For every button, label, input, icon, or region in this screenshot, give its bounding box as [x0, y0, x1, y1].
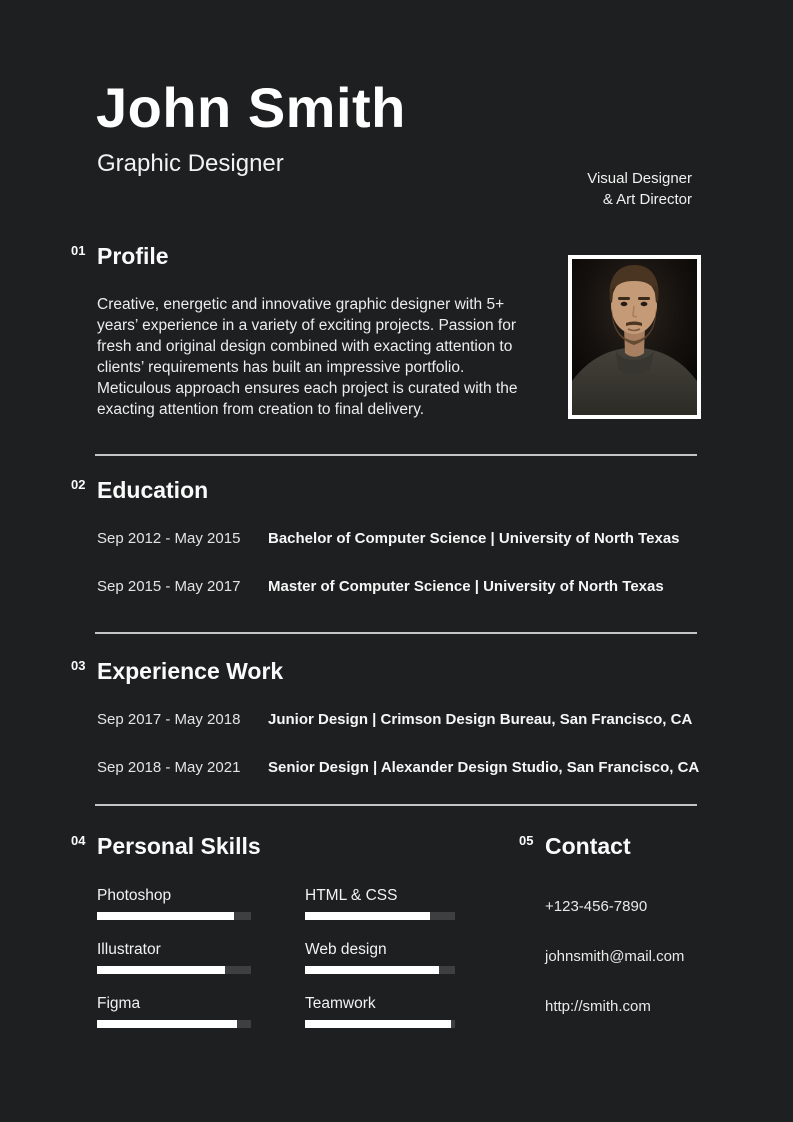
- skill-bar-fill: [97, 912, 234, 920]
- skill-bar-track: [97, 966, 251, 974]
- skill-bar-track: [305, 1020, 455, 1028]
- portrait-illustration: [572, 259, 697, 415]
- tagline: [587, 168, 692, 210]
- section-skills: [71, 833, 455, 1049]
- section-divider: [95, 632, 697, 634]
- education-title: Education: [97, 477, 209, 503]
- skill-bar-fill: [305, 1020, 451, 1028]
- skill-label: Teamwork: [305, 995, 376, 1012]
- education-detail: Master of Computer Science | University of North Texas: [268, 578, 664, 595]
- contact-phone: +123-456-7890: [545, 898, 648, 915]
- experience-detail: Junior Design | Crimson Design Bureau, San Francisco, CA: [268, 711, 693, 728]
- experience-row: [97, 759, 699, 776]
- experience-section-number: 03: [71, 658, 86, 673]
- person-name: John Smith: [96, 76, 406, 139]
- section-education: [71, 477, 680, 626]
- skills-section-number: 04: [71, 833, 86, 848]
- skill-bar-track: [305, 912, 455, 920]
- skill-label: Figma: [97, 995, 141, 1012]
- skill-bar-fill: [305, 912, 430, 920]
- section-contact: [519, 833, 685, 1048]
- skill-bar-track: [97, 1020, 251, 1028]
- contact-email: johnsmith@mail.com: [545, 948, 685, 965]
- education-detail: Bachelor of Computer Science | University of North Texas: [268, 530, 680, 547]
- education-section-number: 02: [71, 477, 86, 492]
- skill-item: [97, 941, 251, 974]
- experience-detail: Senior Design | Alexander Design Studio, San Francisco, CA: [268, 759, 700, 776]
- contact-title: Contact: [545, 833, 631, 859]
- experience-dates: Sep 2017 - May 2018: [97, 711, 241, 728]
- section-divider: [95, 454, 697, 456]
- tagline-line-1: Visual Designer: [587, 170, 692, 187]
- profile-text: Creative, energetic and innovative graphic designer with 5+ years’ experience in a variety of exciting projects. Passion for fresh and original design combined with exacting attention to clients’ requirements has built an impressive portfolio. Meticulous approach ensures each project is curated with the exacting attention from creation to final delivery.: [97, 296, 518, 418]
- experience-title: Experience Work: [97, 658, 284, 684]
- skill-bar-track: [305, 966, 455, 974]
- skill-item: [305, 887, 455, 920]
- education-heading: [71, 477, 680, 504]
- education-dates: Sep 2012 - May 2015: [97, 530, 241, 547]
- skill-label: Illustrator: [97, 941, 161, 958]
- section-experience: [71, 658, 700, 807]
- profile-photo: [568, 255, 701, 419]
- skill-label: HTML & CSS: [305, 887, 398, 904]
- skill-bar-fill: [97, 1020, 237, 1028]
- skill-item: [97, 995, 251, 1028]
- experience-row: [97, 711, 699, 728]
- skill-bar-fill: [97, 966, 225, 974]
- skill-bar-fill: [305, 966, 439, 974]
- experience-dates: Sep 2018 - May 2021: [97, 759, 241, 776]
- skills-title: Personal Skills: [97, 833, 261, 859]
- skill-label: Photoshop: [97, 887, 172, 904]
- profile-section-number: 01: [71, 243, 86, 258]
- skill-label: Web design: [305, 941, 387, 958]
- skill-item: [305, 941, 455, 974]
- profile-title: Profile: [97, 243, 169, 269]
- education-dates: Sep 2015 - May 2017: [97, 578, 241, 595]
- contact-website: http://smith.com: [545, 998, 651, 1015]
- skill-bar-track: [97, 912, 251, 920]
- experience-heading: [71, 658, 699, 685]
- contact-section-number: 05: [519, 833, 534, 848]
- person-role: Graphic Designer: [97, 150, 284, 177]
- skill-item: [97, 887, 251, 920]
- contact-heading: [519, 833, 684, 860]
- skill-item: [305, 995, 455, 1028]
- section-profile: [71, 243, 547, 420]
- education-row: [97, 530, 680, 547]
- tagline-line-2: & Art Director: [602, 191, 692, 208]
- profile-heading: [71, 243, 547, 270]
- education-row: [97, 578, 680, 595]
- skills-heading: [71, 833, 455, 860]
